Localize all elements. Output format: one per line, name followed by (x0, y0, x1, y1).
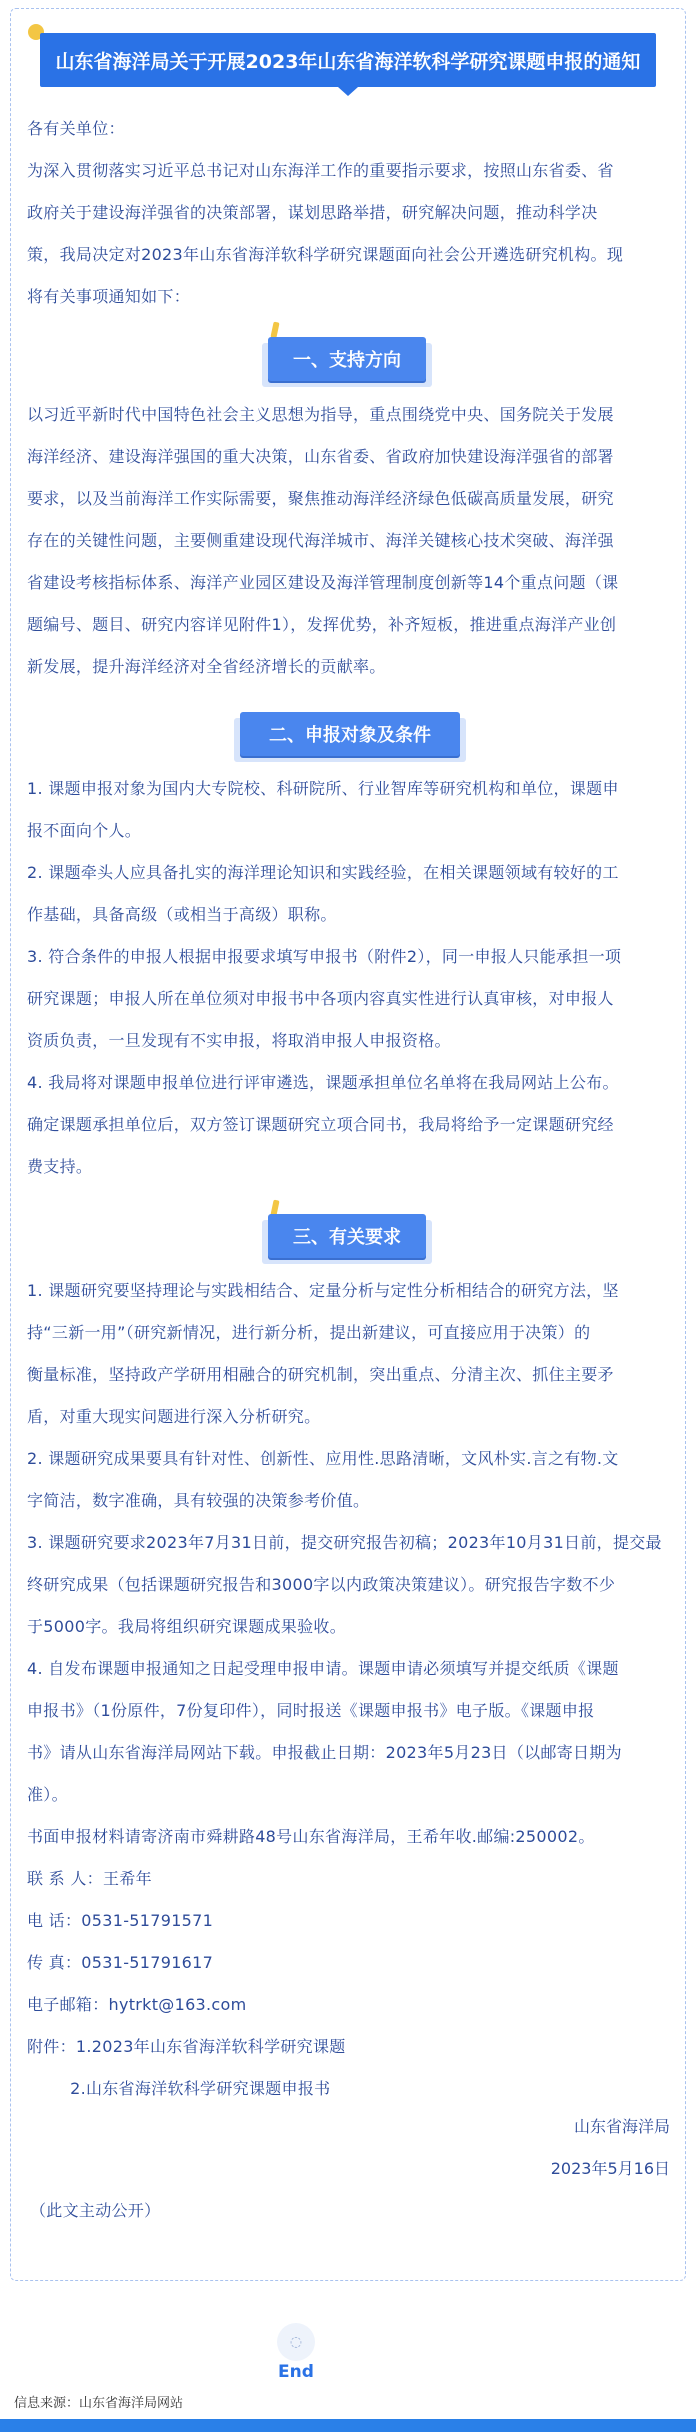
section-1-header (268, 337, 426, 381)
intro-line: 为深入贯彻落实习近平总书记对山东海洋工作的重要指示要求，按照山东省委、省 (27, 161, 614, 180)
source-note: 信息来源：山东省海洋局网站 (14, 2396, 184, 2411)
section-2-header (240, 712, 460, 756)
body-line: 1. 课题研究要坚持理论与实践相结合、定量分析与定性分析相结合的研究方法，坚 (27, 1281, 619, 1300)
body-line: 3. 符合条件的申报人根据申报要求填写申报书（附件2），同一申报人只能承担一项 (27, 947, 622, 966)
body-line: 报不面向个人。 (27, 821, 142, 840)
section-2-body (27, 768, 670, 1188)
bottom-banner (0, 2419, 696, 2432)
body-line: 2. 课题牵头人应具备扎实的海洋理论知识和实践经验，在相关课题领域有较好的工 (27, 863, 619, 882)
body-line: 作基础，具备高级（或相当于高级）职称。 (27, 905, 337, 924)
intro-greeting: 各有关单位： (27, 119, 125, 138)
body-line: 海洋经济、建设海洋强国的重大决策，山东省委、省政府加快建设海洋强省的部署 (27, 447, 614, 466)
intro-line: 将有关事项通知如下： (27, 287, 191, 306)
body-line: 2. 课题研究成果要具有针对性、创新性、应用性.思路清晰，文风朴实.言之有物.文 (27, 1449, 619, 1468)
section-heading: 三、有关要求 (268, 1214, 426, 1258)
contact-address: 书面申报材料请寄济南市舜耕路48号山东省海洋局，王希年收.邮编:250002。 (27, 1827, 595, 1846)
contact-phone: 电 话：0531-51791571 (27, 1911, 214, 1930)
body-line: 书》请从山东省海洋局网站下载。申报截止日期：2023年5月23日（以邮寄日期为 (27, 1743, 622, 1762)
section-heading: 一、支持方向 (268, 337, 426, 381)
body-line: 4. 自发布课题申报通知之日起受理申报申请。课题申请必须填写并提交纸质《课题 (27, 1659, 619, 1678)
body-line: 衡量标准，坚持政产学研用相融合的研究机制，突出重点、分清主次、抓住主要矛 (27, 1365, 614, 1384)
section-heading: 二、申报对象及条件 (240, 712, 460, 756)
body-line: 费支持。 (27, 1157, 93, 1176)
body-line: 新发展，提升海洋经济对全省经济增长的贡献率。 (27, 657, 386, 676)
body-line: 确定课题承担单位后，双方签订课题研究立项合同书，我局将给予一定课题研究经 (27, 1115, 614, 1134)
body-line: 题编号、题目、研究内容详见附件1），发挥优势，补齐短板，推进重点海洋产业创 (27, 615, 617, 634)
page-title: 山东省海洋局关于开展2023年山东省海洋软科学研究课题申报的通知 (40, 33, 656, 87)
body-line: 资质负责，一旦发现有不实申报，将取消申报人申报资格。 (27, 1031, 451, 1050)
section-1-body (27, 394, 670, 688)
disclosure-note: （此文主动公开） (30, 2201, 161, 2220)
end-label: End (278, 2362, 314, 2382)
body-line: 要求，以及当前海洋工作实际需要，聚焦推动海洋经济绿色低碳高质量发展，研究 (27, 489, 614, 508)
title-notch (338, 87, 358, 96)
contact-fax: 传 真：0531-51791617 (27, 1953, 214, 1972)
signature-date: 2023年5月16日 (550, 2159, 670, 2178)
body-line: 持“三新一用”（研究新情况，进行新分析，提出新建议，可直接应用于决策）的 (27, 1323, 591, 1342)
body-line: 盾，对重大现实问题进行深入分析研究。 (27, 1407, 321, 1426)
end-badge-icon: ◌ (277, 2323, 315, 2361)
body-line: 字简洁，数字准确，具有较强的决策参考价值。 (27, 1491, 370, 1510)
body-line: 准）。 (27, 1785, 68, 1804)
body-line: 存在的关键性问题，主要侧重建设现代海洋城市、海洋关键核心技术突破、海洋强 (27, 531, 614, 550)
intro-block (27, 108, 670, 318)
contact-email[interactable]: 电子邮箱：hytrkt@163.com (27, 1995, 247, 2014)
attachment-2[interactable]: 2.山东省海洋软科学研究课题申报书 (27, 2079, 331, 2098)
body-line: 申报书》（1份原件，7份复印件），同时报送《课题申报书》电子版。《课题申报 (27, 1701, 595, 1720)
body-line: 研究课题；申报人所在单位须对申报书中各项内容真实性进行认真审核，对申报人 (27, 989, 614, 1008)
signature-org: 山东省海洋局 (573, 2117, 670, 2136)
attachment-1[interactable]: 附件：1.2023年山东省海洋软科学研究课题 (27, 2037, 346, 2056)
contact-person: 联 系 人：王希年 (27, 1869, 152, 1888)
section-3-header (268, 1214, 426, 1258)
body-line: 省建设考核指标体系、海洋产业园区建设及海洋管理制度创新等14个重点问题（课 (27, 573, 619, 592)
body-line: 以习近平新时代中国特色社会主义思想为指导，重点围绕党中央、国务院关于发展 (27, 405, 614, 424)
body-line: 1. 课题申报对象为国内大专院校、科研院所、行业智库等研究机构和单位，课题申 (27, 779, 619, 798)
intro-line: 政府关于建设海洋强省的决策部署，谋划思路举措，研究解决问题，推动科学决 (27, 203, 598, 222)
intro-line: 策，我局决定对2023年山东省海洋软科学研究课题面向社会公开遴选研究机构。现 (27, 245, 624, 264)
body-line: 3. 课题研究要求2023年7月31日前，提交研究报告初稿；2023年10月31日前，提交最 (27, 1533, 662, 1552)
body-line: 4. 我局将对课题申报单位进行评审遴选，课题承担单位名单将在我局网站上公布。 (27, 1073, 619, 1092)
section-3-body (27, 1270, 670, 2110)
body-line: 终研究成果（包括课题研究报告和3000字以内政策决策建议）。研究报告字数不少 (27, 1575, 616, 1594)
body-line: 于5000字。我局将组织研究课题成果验收。 (27, 1617, 347, 1636)
